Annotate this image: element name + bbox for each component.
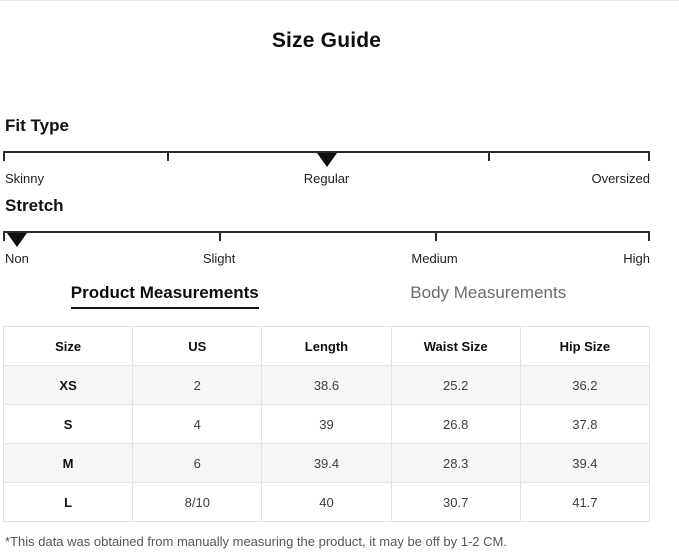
fit-label-skinny: Skinny xyxy=(5,171,45,186)
cell-length: 38.6 xyxy=(262,366,391,405)
scale-tick xyxy=(219,233,221,241)
page-title: Size Guide xyxy=(271,29,382,52)
header-us: US xyxy=(133,327,262,366)
tab-body-measurements[interactable]: Body Measurements xyxy=(410,283,567,302)
cell-us: 4 xyxy=(133,405,262,444)
stretch-label-slight: Slight xyxy=(202,251,236,266)
cell-hip: 36.2 xyxy=(520,366,649,405)
scale-tick xyxy=(167,153,169,161)
fit-type-scale xyxy=(3,151,650,166)
stretch-heading: Stretch xyxy=(5,196,64,215)
size-guide-panel xyxy=(3,28,650,549)
cell-size: L xyxy=(4,483,133,522)
header-size: Size xyxy=(4,327,133,366)
table-row xyxy=(4,405,650,444)
header-length: Length xyxy=(262,327,391,366)
scale-tick xyxy=(648,233,650,241)
cell-us: 2 xyxy=(133,366,262,405)
measurement-disclaimer: *This data was obtained from manually measuring the product, it may be off by 1-2 CM. xyxy=(5,534,507,549)
header-hip-size: Hip Size xyxy=(520,327,649,366)
measurement-tabs xyxy=(3,283,650,309)
fit-type-labels xyxy=(3,171,650,187)
fit-label-regular: Regular xyxy=(303,171,350,186)
stretch-label-high: High xyxy=(623,251,650,266)
stretch-label-medium: Medium xyxy=(411,251,458,266)
scale-tick xyxy=(435,233,437,241)
cell-hip: 39.4 xyxy=(520,444,649,483)
table-header-row xyxy=(4,327,650,366)
fit-type-heading: Fit Type xyxy=(5,116,69,135)
table-row xyxy=(4,366,650,405)
size-table xyxy=(3,326,650,522)
cell-size: XS xyxy=(4,366,133,405)
cell-us: 6 xyxy=(133,444,262,483)
cell-waist: 26.8 xyxy=(391,405,520,444)
fit-type-marker-icon xyxy=(317,153,337,167)
cell-length: 40 xyxy=(262,483,391,522)
cell-length: 39 xyxy=(262,405,391,444)
cell-length: 39.4 xyxy=(262,444,391,483)
cell-size: S xyxy=(4,405,133,444)
scale-tick xyxy=(3,233,5,241)
scale-tick xyxy=(648,153,650,161)
cell-waist: 30.7 xyxy=(391,483,520,522)
table-row xyxy=(4,444,650,483)
header-waist-size: Waist Size xyxy=(391,327,520,366)
cell-hip: 37.8 xyxy=(520,405,649,444)
stretch-label-non: Non xyxy=(5,251,29,266)
fit-label-oversized: Oversized xyxy=(591,171,650,186)
stretch-labels xyxy=(3,251,650,267)
cell-us: 8/10 xyxy=(133,483,262,522)
cell-waist: 28.3 xyxy=(391,444,520,483)
cell-size: M xyxy=(4,444,133,483)
table-row xyxy=(4,483,650,522)
scale-tick xyxy=(488,153,490,161)
cell-waist: 25.2 xyxy=(391,366,520,405)
stretch-scale xyxy=(3,231,650,246)
tab-product-measurements[interactable]: Product Measurements xyxy=(71,283,259,309)
stretch-marker-icon xyxy=(7,233,27,247)
scale-tick xyxy=(3,153,5,161)
cell-hip: 41.7 xyxy=(520,483,649,522)
